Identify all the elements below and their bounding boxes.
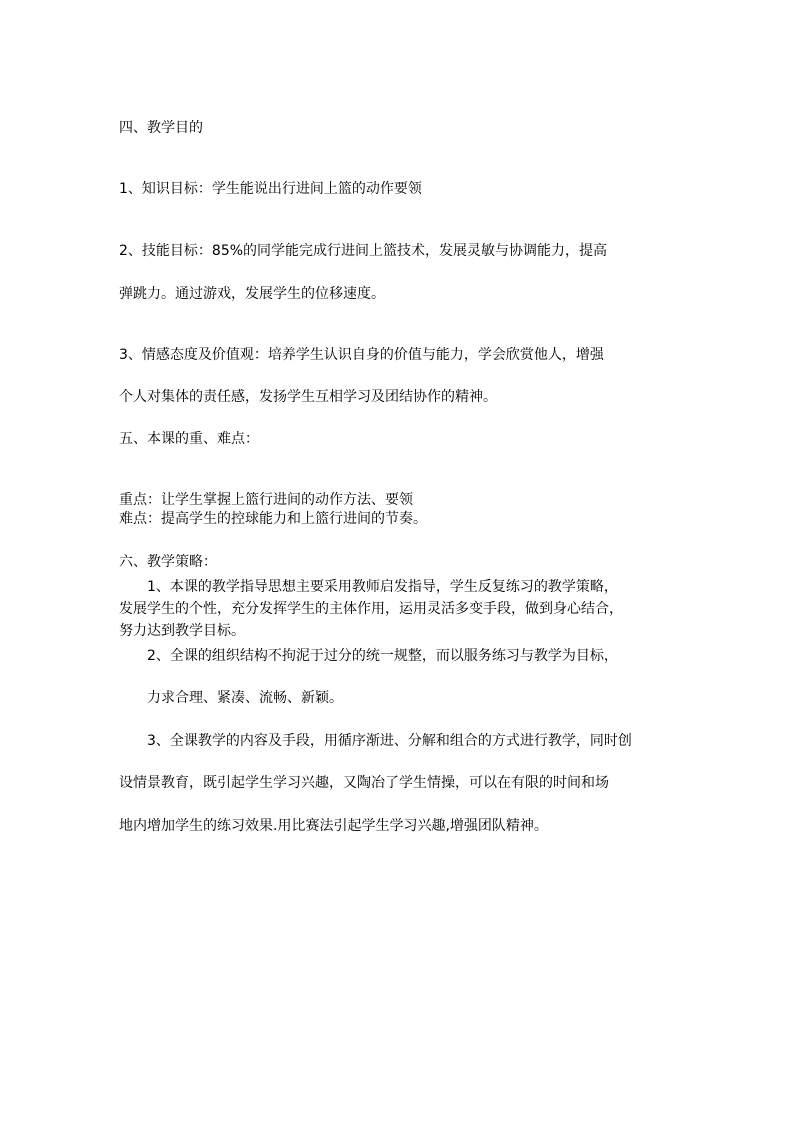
objective-attitude-line-2: 个人对集体的责任感，发扬学生互相学习及团结协作的精神。 [119,389,497,405]
strategy-3-line-3: 地内增加学生的练习效果.用比赛法引起学生学习兴趣,增强团队精神。 [119,818,548,834]
strategy-3-line-2: 设情景教育，既引起学生学习兴趣，又陶冶了学生情操，可以在有限的时间和场 [119,775,609,791]
strategy-3-line-1: 3、全课教学的内容及手段，用循序渐进、分解和组合的方式进行教学，同时创 [147,733,632,749]
section-6-heading: 六、教学策略： [119,554,217,570]
objective-skill-line-1: 2、技能目标：85%的同学能完成行进间上篮技术，发展灵敏与协调能力，提高 [119,243,608,259]
difficult-point: 难点：提高学生的控球能力和上篮行进间的节奏。 [119,511,427,527]
key-point: 重点：让学生掌握上篮行进间的动作方法、要领 [119,492,413,508]
strategy-1-line-2: 发展学生的个性，充分发挥学生的主体作用，运用灵活多变手段，做到身心结合， [119,601,623,617]
section-5-heading: 五、本课的重、难点： [119,431,259,447]
section-4-heading: 四、教学目的 [119,120,203,136]
strategy-1-line-3: 努力达到教学目标。 [119,623,245,639]
strategy-1-line-1: 1、本课的教学指导思想主要采用教师启发指导，学生反复练习的教学策略， [147,579,618,595]
objective-skill-line-2: 弹跳力。通过游戏，发展学生的位移速度。 [119,286,385,302]
objective-attitude-line-1: 3、情感态度及价值观：培养学生认识自身的价值与能力，学会欣赏他人，增强 [119,347,604,363]
objective-knowledge: 1、知识目标：学生能说出行进间上篮的动作要领 [119,181,422,197]
strategy-2-line-1: 2、全课的组织结构不拘泥于过分的统一规整，而以服务练习与教学为目标， [147,648,618,664]
strategy-2-line-2: 力求合理、紧凑、流畅、新颖。 [147,690,343,706]
